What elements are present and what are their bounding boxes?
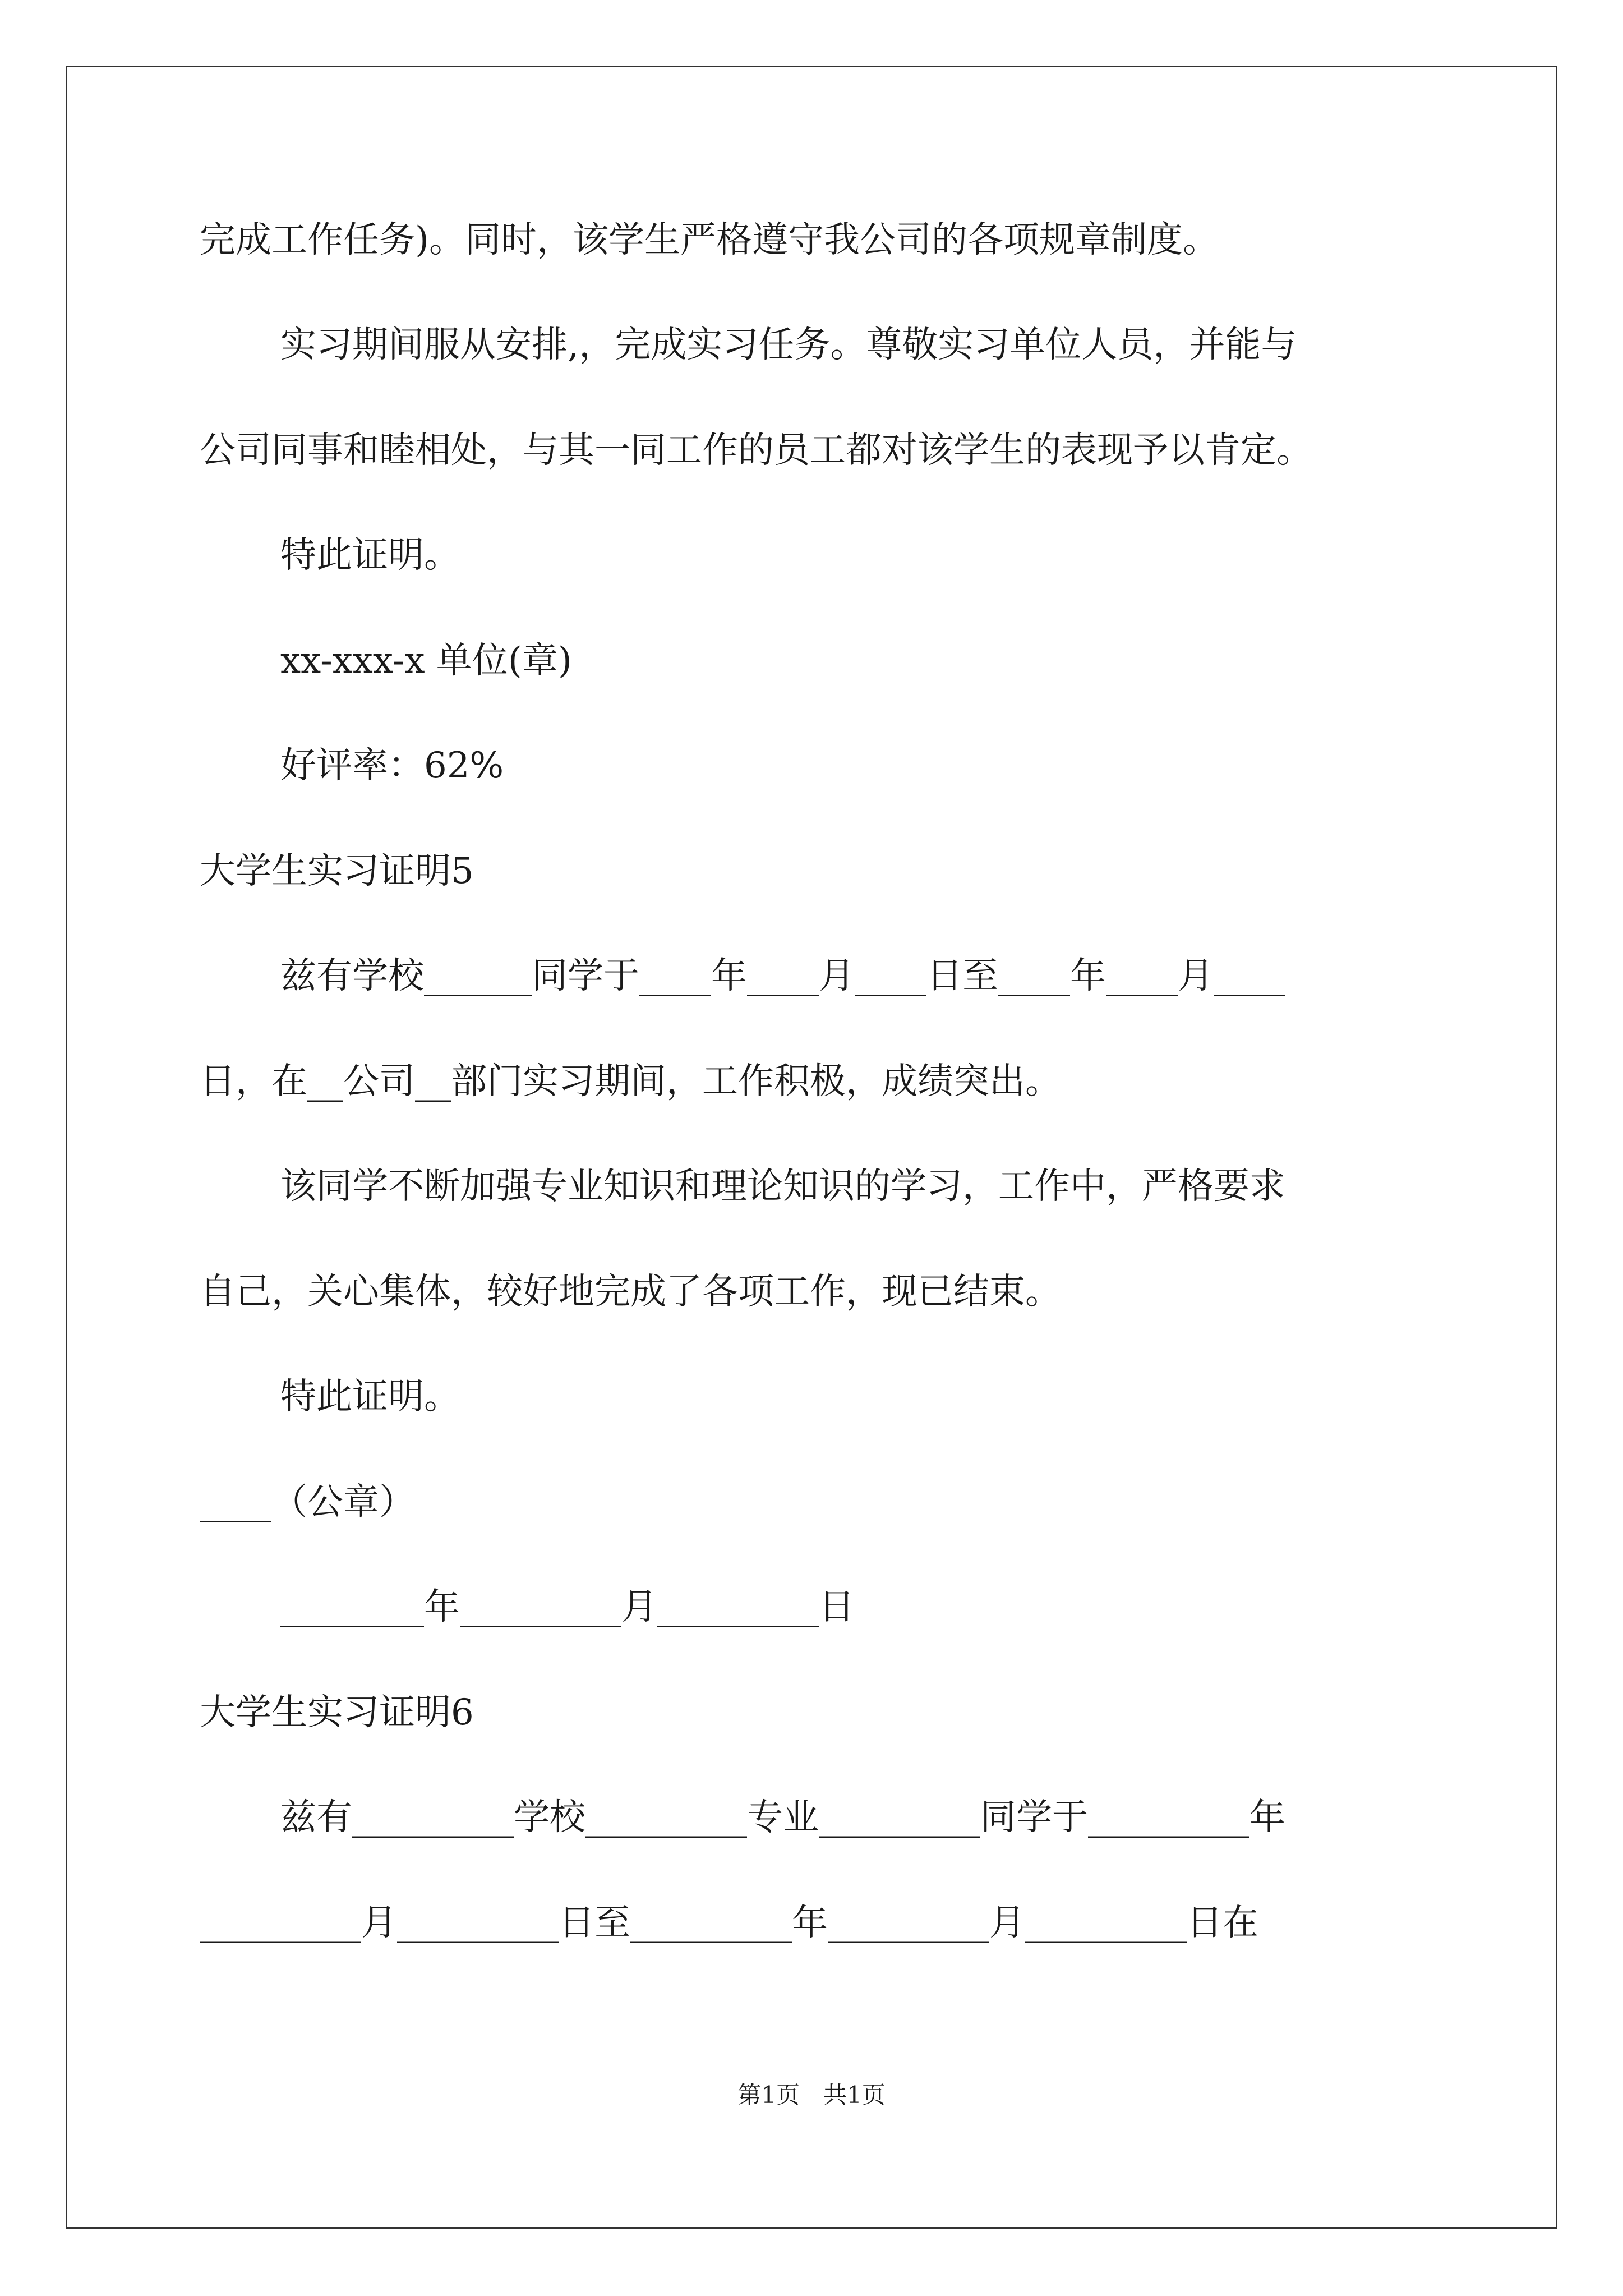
section-heading-6: 大学生实习证明6 bbox=[200, 1692, 474, 1733]
text-line-12: 特此证明。 bbox=[280, 1376, 460, 1418]
text-line-6: 好评率：62% bbox=[280, 745, 504, 786]
text-line-9: 日，在__公司__部门实习期间，工作积极，成绩突出。 bbox=[200, 1061, 1061, 1102]
text-line-13: ____（公章） bbox=[200, 1481, 415, 1523]
text-line-14: ________年_________月_________日 bbox=[280, 1586, 855, 1628]
text-line-11: 自己，关心集体，较好地完成了各项工作，现已结束。 bbox=[200, 1271, 1061, 1313]
text-line-16: 兹有_________学校_________专业_________同学于_________年 bbox=[280, 1797, 1285, 1838]
page-footer: 第1页 共1页 bbox=[737, 2081, 886, 2109]
text-line-8: 兹有学校______同学于____年____月____日至____年____月____ bbox=[280, 955, 1285, 997]
section-heading-5: 大学生实习证明5 bbox=[200, 850, 474, 892]
text-line-10: 该同学不断加强专业知识和理论知识的学习，工作中，严格要求 bbox=[280, 1166, 1285, 1207]
text-line-2: 实习期间服从安排,，完成实习任务。尊敬实习单位人员，并能与 bbox=[280, 324, 1297, 366]
text-line-5: xx-xxx-x 单位(章) bbox=[280, 640, 572, 682]
text-line-4: 特此证明。 bbox=[280, 535, 460, 576]
text-line-3: 公司同事和睦相处，与其一同工作的员工都对该学生的表现予以肯定。 bbox=[200, 430, 1312, 471]
text-line-1: 完成工作任务)。同时，该学生严格遵守我公司的各项规章制度。 bbox=[200, 219, 1219, 261]
text-line-17: _________月_________日至_________年_________月_________日在 bbox=[200, 1902, 1258, 1944]
